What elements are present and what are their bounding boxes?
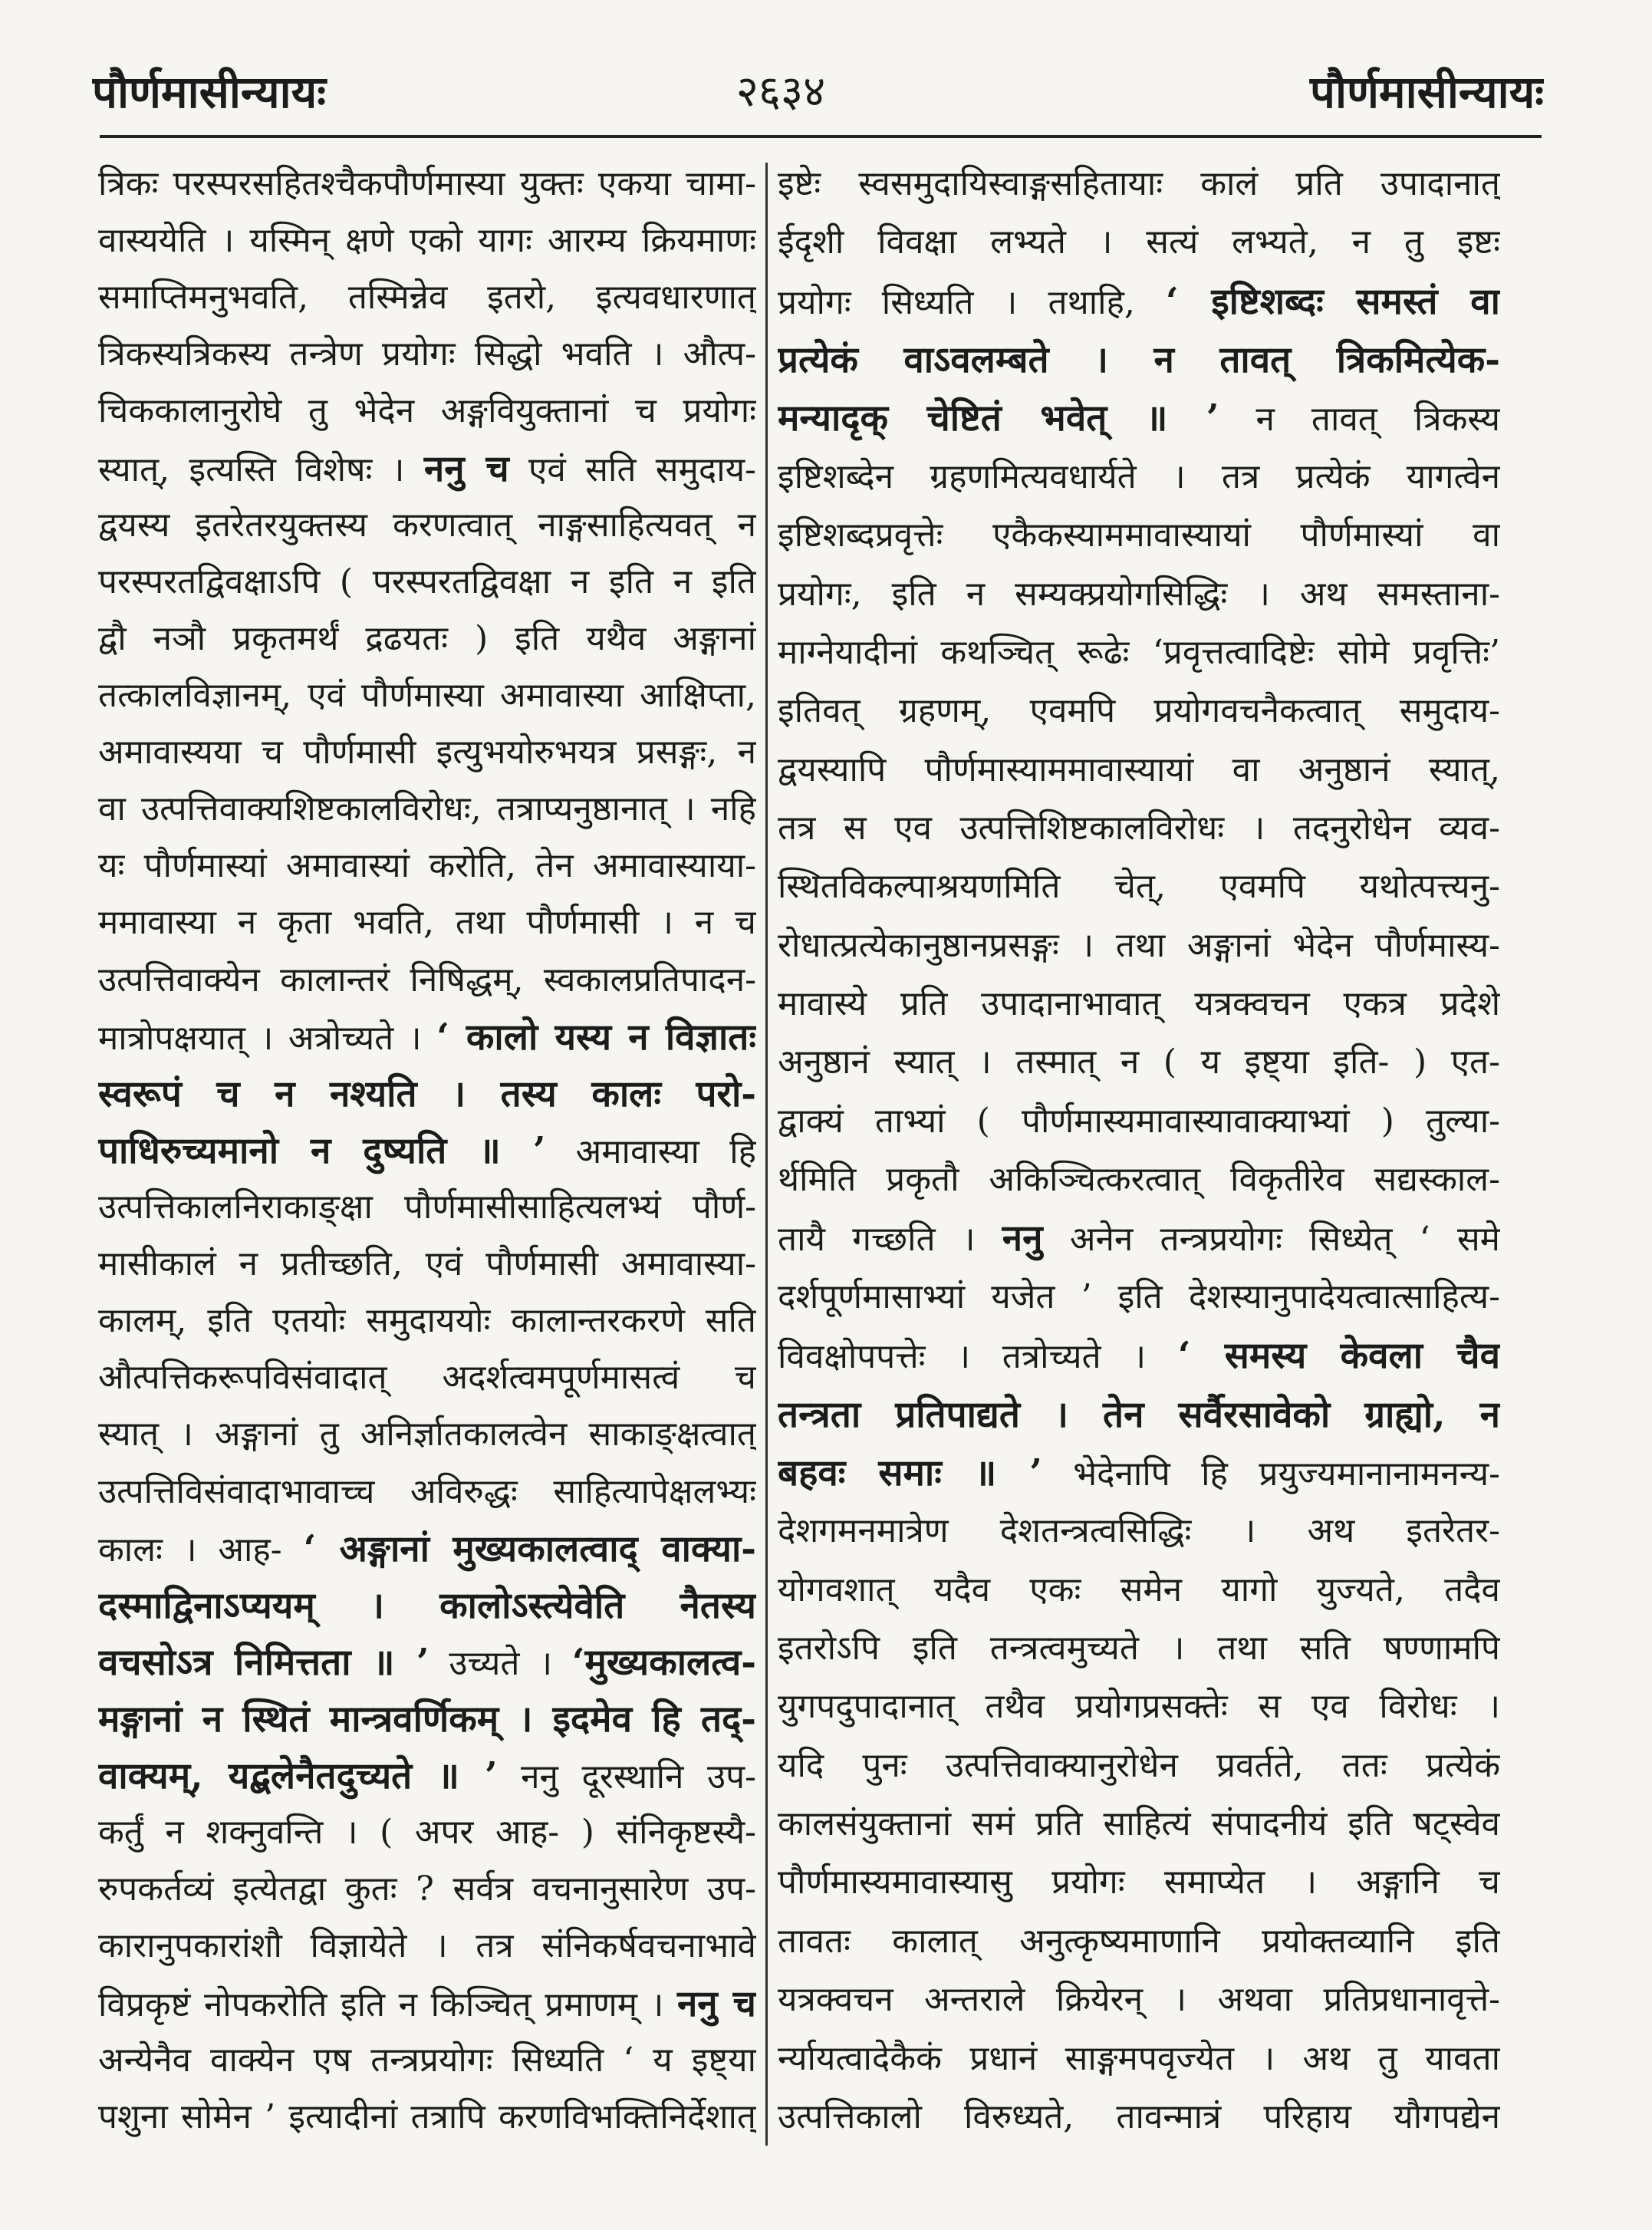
- text-segment: एवं सति समुदाय-: [508, 450, 756, 489]
- left-column-line: [98, 328, 756, 381]
- text-segment: इष्टिशब्दप्रवृत्तेः एकैकस्याममावास्यायां पौर्णमास्यां वा: [778, 516, 1500, 555]
- text-segment: यत्रक्वचन अन्तराले क्रियेरन् । अथवा प्रतिप्रधानावृत्ते-: [778, 1980, 1500, 2020]
- text-segment: अनेन तन्त्रप्रयोगः सिध्येत् ‘ समे: [1042, 1220, 1500, 1260]
- text-segment: ननु दूरस्थानि उप-: [497, 1757, 756, 1797]
- right-text-column: [778, 157, 1500, 2144]
- bold-text-segment: वाक्यम्, यद्बलेनैतदुच्यते ॥ ’: [98, 1754, 498, 1798]
- bold-text-segment: ननु च: [423, 446, 509, 490]
- text-segment: विवक्षोपपत्तेः । तत्रोच्यते ।: [778, 1337, 1178, 1377]
- right-column-line: [778, 1446, 1500, 1500]
- text-segment: कालसंयुक्तानां समं प्रति साहित्यं संपादनीयं इति षट्स्वेव: [778, 1804, 1500, 1844]
- right-column-line: [778, 216, 1500, 269]
- text-segment: न तावत् त्रिकस्य: [1219, 400, 1500, 440]
- right-column-line: [778, 860, 1500, 914]
- text-segment: यदि पुनः उत्पत्तिवाक्यानुरोधेन प्रवर्तते, ततः प्रत्येकं: [778, 1745, 1500, 1785]
- right-column-line: [778, 743, 1500, 797]
- left-column-line: [98, 954, 756, 1007]
- text-segment: वा उत्पत्तिवाक्यशिष्टकालविरोधः, तत्राप्यनुष्ठानात् । नहि: [98, 789, 756, 829]
- left-column-line: [98, 669, 756, 723]
- left-column-line: [98, 1465, 756, 1519]
- right-column-line: [778, 1680, 1500, 1734]
- text-segment: इतरोऽपि इति तन्त्रत्वमुच्यते । तथा सति षण्णामपि: [778, 1628, 1500, 1668]
- left-column-line: [98, 384, 756, 438]
- text-segment: प्रयोगः, इति न सम्यक्प्रयोगसिद्धिः । अथ समस्ताना-: [778, 574, 1500, 614]
- running-head-left: पौर्णमासीन्यायः: [92, 66, 326, 118]
- running-head-right: पौर्णमासीन्यायः: [1310, 66, 1544, 118]
- right-column-line: [778, 919, 1500, 973]
- text-segment: देशगमनमात्रेण देशतन्त्रत्वसिद्धिः । अथ इतरेतर-: [778, 1511, 1500, 1551]
- text-segment: उत्पत्तिकालनिराकाङ्क्षा पौर्णमासीसाहित्यलभ्यं पौर्ण-: [98, 1187, 756, 1227]
- left-column-line: [98, 214, 756, 268]
- text-segment: प्रयोगः सिध्यति । तथाहि,: [778, 282, 1167, 322]
- text-segment: समाप्तिमनुभवति, तस्मिन्नेव इतरो, इत्यवधारणात्: [98, 278, 756, 318]
- text-segment: चिककालानुरोघे तु भेदेन अङ्गवियुक्तानां च प्रयोगः: [98, 391, 756, 431]
- text-segment: इष्टिशब्देन ग्रहणमित्यवधार्यते । तत्र प्रत्येकं यागत्वेन: [778, 456, 1500, 496]
- left-column-line: [98, 2034, 756, 2087]
- text-segment: र्न्यायत्वादेकैकं प्रधानं साङ्गमपवृज्येत । अथ तु यावता: [778, 2038, 1500, 2078]
- left-column-line: [98, 612, 756, 666]
- right-column-line: [778, 2090, 1500, 2144]
- right-column-line: [778, 977, 1500, 1031]
- right-column-line: [778, 1211, 1500, 1265]
- text-segment: इष्टेः स्वसमुदायिस्वाङ्गसहितायाः कालं प्रति उपादानात्: [778, 164, 1500, 203]
- left-text-column: [98, 157, 756, 2144]
- left-column-line: [98, 1237, 756, 1291]
- left-column-line: [98, 442, 756, 496]
- right-column-line: [778, 509, 1500, 562]
- left-column-line: [98, 1294, 756, 1348]
- text-segment: इतिवत् ग्रहणम्, एवमपि प्रयोगवचनैकत्वात् समुदाय-: [778, 691, 1500, 731]
- text-segment: अन्येनैव वाक्येन एष तन्त्रप्रयोगः सिध्यति ‘ य इष्ट्या: [98, 2040, 756, 2080]
- text-segment: तत्र स एव उत्पत्तिशिष्टकालविरोधः । तदनुरोधेन व्यव-: [778, 808, 1500, 848]
- text-segment: उत्पत्तिवाक्येन कालान्तरं निषिद्धम्, स्वकालप्रतिपादन-: [98, 960, 756, 1000]
- text-segment: मावास्ये प्रति उपादानाभावात् यत्रक्वचन एकत्र प्रदेशे: [778, 984, 1500, 1024]
- text-segment: उच्यते ।: [429, 1643, 572, 1683]
- text-segment: ममावास्या न कृता भवति, तथा पौर्णमासी । न च: [98, 903, 756, 943]
- bold-text-segment: ननु च: [676, 1981, 756, 2025]
- bold-text-segment: तन्त्रता प्रतिपाद्यते । तेन सर्वैरसावेको ग्राह्यो, न: [778, 1392, 1500, 1436]
- bold-text-segment: ‘ समस्य केवला चैव: [1177, 1334, 1500, 1378]
- text-segment: वास्ययेति । यस्मिन् क्षणे एको यागः आरम्य क्रियमाणः: [98, 221, 756, 261]
- text-segment: भेदेनापि हि प्रयुज्यमानानामनन्य-: [1042, 1454, 1500, 1494]
- bold-text-segment: बहवः समाः ॥ ’: [778, 1451, 1042, 1494]
- text-segment: कालः । आह-: [98, 1530, 304, 1570]
- text-segment: विप्रकृष्टं नोपकरोति इति न किञ्चित् प्रमाणम् ।: [98, 1985, 677, 2024]
- left-column-line: [98, 1351, 756, 1405]
- text-segment: र्थमिति प्रकृतौ अकिञ्चित्करत्वात् विकृतीरेव सद्यस्काल-: [778, 1160, 1500, 1200]
- text-segment: रोधात्प्रत्येकानुष्ठानप्रसङ्गः । तथा अङ्गानां भेदेन पौर्णमास्य-: [778, 925, 1500, 965]
- left-column-line: [98, 1067, 756, 1121]
- right-column-line: [778, 1388, 1500, 1441]
- text-segment: मासीकालं न प्रतीच्छति, एवं पौर्णमासी अमावास्या-: [98, 1244, 756, 1284]
- left-column-line: [98, 726, 756, 779]
- bold-text-segment: मन्यादृक् चेष्टितं भवेत् ॥ ’: [778, 397, 1219, 440]
- text-segment: यः पौर्णमास्यां अमावास्यां करोति, तेन अमावास्याया-: [98, 846, 756, 886]
- right-column-line: [778, 802, 1500, 855]
- header-rule: [100, 135, 1542, 138]
- left-column-line: [98, 896, 756, 950]
- right-column-line: [778, 157, 1500, 211]
- text-segment: तत्कालविज्ञानम्, एवं पौर्णमास्या अमावास्या आक्षिप्ता,: [98, 675, 756, 715]
- right-column-line: [778, 391, 1500, 445]
- left-column-line: [98, 1635, 756, 1689]
- right-column-line: [778, 333, 1500, 387]
- right-column-line: [778, 1153, 1500, 1207]
- text-segment: अमावास्या हि: [545, 1131, 756, 1171]
- right-column-line: [778, 1563, 1500, 1617]
- text-segment: उत्पत्तिकालो विरुध्यते, तावन्मात्रं परिहाय यौगपद्येन: [778, 2097, 1500, 2136]
- bold-text-segment: पाधिरुच्यमानो न दुष्यति ॥ ’: [98, 1128, 546, 1172]
- text-segment: अनुष्ठानं स्यात् । तस्मात् न ( य इष्ट्या इति- ) एत-: [778, 1043, 1500, 1082]
- left-column-line: [98, 1977, 756, 2031]
- text-segment: योगवशात् यदैव एकः समेन यागो युज्यते, तदैव: [778, 1570, 1500, 1609]
- left-column-line: [98, 782, 756, 836]
- right-column-line: [778, 1622, 1500, 1675]
- text-segment: स्यात् । अङ्गानां तु अनिर्ज्ञातकालत्वेन साकाङ्क्षत्वात्: [98, 1415, 756, 1454]
- text-segment: रुपकर्तव्यं इत्येतद्वा कुतः ? सर्वत्र वचनानुसारेण उप-: [98, 1869, 756, 1909]
- text-segment: दर्शपूर्णमासाभ्यां यजेत ’ इति देशस्यानुपादेयत्वात्साहित्य-: [778, 1276, 1500, 1316]
- left-column-line: [98, 1579, 756, 1632]
- left-column-line: [98, 1749, 756, 1803]
- left-column-line: [98, 1919, 756, 1973]
- text-segment: कालम्, इति एतयोः समुदाययोः कालान्तरकरणे सति: [98, 1301, 756, 1341]
- left-column-line: [98, 271, 756, 324]
- right-column-line: [778, 568, 1500, 621]
- left-column-line: [98, 2090, 756, 2144]
- right-column-line: [778, 1329, 1500, 1382]
- text-segment: द्वयस्यापि पौर्णमास्याममावास्यायां वा अनुष्ठानं स्यात्,: [778, 749, 1500, 789]
- bold-text-segment: ‘ अङ्गानां मुख्यकालत्वाद् वाक्या-: [303, 1527, 756, 1570]
- left-column-line: [98, 1010, 756, 1064]
- right-column-line: [778, 275, 1500, 328]
- text-segment: मात्रोपक्षयात् । अत्रोच्यते ।: [98, 1018, 437, 1058]
- bold-text-segment: स्वरूपं च न नश्यति । तस्य कालः परो-: [98, 1072, 756, 1115]
- right-column-line: [778, 1739, 1500, 1793]
- page-number: २६३४: [736, 67, 826, 117]
- right-column-line: [778, 450, 1500, 504]
- right-column-line: [778, 1797, 1500, 1851]
- left-column-line: [98, 1408, 756, 1461]
- text-segment: त्रिकस्यत्रिकस्य तन्त्रेण प्रयोगः सिद्धो भवति । औत्प-: [98, 334, 756, 374]
- text-segment: ईदृशी विवक्षा लभ्यते । सत्यं लभ्यते, न तु इष्टः: [778, 222, 1500, 262]
- right-column-line: [778, 1973, 1500, 2027]
- text-segment: त्रिकः परस्परसहितश्चैकपौर्णमास्या युक्तः एकया चामा-: [98, 164, 756, 203]
- left-column-line: [98, 1806, 756, 1859]
- bold-text-segment: ‘ कालो यस्य न विज्ञातः: [436, 1015, 756, 1059]
- right-column-line: [778, 1270, 1500, 1324]
- left-column-line: [98, 555, 756, 609]
- text-segment: स्थितविकल्पाश्रयणमिति चेत्, एवमपि यथोत्पत्त्यनु-: [778, 867, 1500, 907]
- right-column-line: [778, 684, 1500, 738]
- text-segment: द्वयस्य इतरेतरयुक्तस्य करणत्वात् नाङ्गसाहित्यवत् न: [98, 505, 756, 545]
- left-column-line: [98, 1522, 756, 1576]
- left-column-line: [98, 839, 756, 893]
- text-segment: परस्परतद्विवक्षाऽपि ( परस्परतद्विवक्षा न इति न इति: [98, 562, 756, 601]
- bold-text-segment: ‘मुख्यकालत्व-: [571, 1640, 756, 1684]
- left-column-line: [98, 157, 756, 211]
- text-segment: पशुना सोमेन ’ इत्यादीनां तत्रापि करणविभक्तिनिर्देशात्: [98, 2097, 756, 2136]
- left-column-line: [98, 499, 756, 552]
- bold-text-segment: ननु: [1002, 1217, 1043, 1260]
- bold-text-segment: दस्माद्विनाऽप्ययम् । कालोऽस्त्येवेति नैतस्य: [98, 1583, 756, 1627]
- right-column-line: [778, 1504, 1500, 1558]
- text-segment: तायै गच्छति ।: [778, 1220, 1002, 1260]
- text-segment: स्यात्, इत्यस्ति विशेषः ।: [98, 450, 424, 489]
- right-column-line: [778, 2032, 1500, 2086]
- column-divider: [765, 163, 768, 2146]
- bold-text-segment: वचसोऽत्र निमित्तता ॥ ’: [98, 1640, 429, 1684]
- text-segment: औत्पत्तिकरूपविसंवादात् अदर्शत्वमपूर्णमासत्वं च: [98, 1358, 756, 1398]
- text-segment: कारानुपकारांशौ विज्ञायेते । तत्र संनिकर्षवचनाभावे: [98, 1926, 756, 1966]
- left-column-line: [98, 1181, 756, 1234]
- text-segment: माग्नेयादीनां कथञ्चित् रूढेः ‘प्रवृत्तत्वादिष्टेः सोमे प्रवृत्तिः’: [778, 632, 1500, 672]
- text-segment: कर्तुं न शक्नुवन्ति । ( अपर आह- ) संनिकृष्टस्यै-: [98, 1813, 756, 1853]
- text-segment: युगपदुपादानात् तथैव प्रयोगप्रसक्तेः स एव विरोधः ।: [778, 1687, 1500, 1727]
- text-segment: उत्पत्तिविसंवादाभावाच्च अविरुद्धः साहित्यापेक्षलभ्यः: [98, 1471, 756, 1511]
- right-column-line: [778, 1856, 1500, 1909]
- right-column-line: [778, 626, 1500, 680]
- text-segment: तावतः कालात् अनुत्कृष्यमाणानि प्रयोक्तव्यानि इति: [778, 1921, 1500, 1961]
- left-column-line: [98, 1863, 756, 1916]
- text-segment: पौर्णमास्यमावास्यासु प्रयोगः समाप्येत । अङ्गानि च: [778, 1863, 1500, 1902]
- bold-text-segment: ‘ इष्टिशब्दः समस्तं वा: [1166, 279, 1500, 323]
- right-column-line: [778, 1915, 1500, 1968]
- right-column-line: [778, 1095, 1500, 1148]
- bold-text-segment: मङ्गानां न स्थितं मान्त्रवर्णिकम् । इदमेव हि तद्-: [98, 1697, 756, 1741]
- text-segment: द्वौ नञौ प्रकृतमर्थं द्रढयतः ) इति यथैव अङ्गानां: [98, 618, 756, 658]
- bold-text-segment: प्रत्येकं वाऽवलम्बते । न तावत् त्रिकमित्येक-: [778, 338, 1500, 382]
- text-segment: अमावास्यया च पौर्णमासी इत्युभयोरुभयत्र प्रसङ्गः, न: [98, 733, 756, 772]
- left-column-line: [98, 1124, 756, 1178]
- right-column-line: [778, 1036, 1500, 1089]
- text-segment: द्वाक्यं ताभ्यां ( पौर्णमास्यमावास्यावाक्याभ्यां ) तुल्या-: [778, 1101, 1500, 1141]
- left-column-line: [98, 1692, 756, 1746]
